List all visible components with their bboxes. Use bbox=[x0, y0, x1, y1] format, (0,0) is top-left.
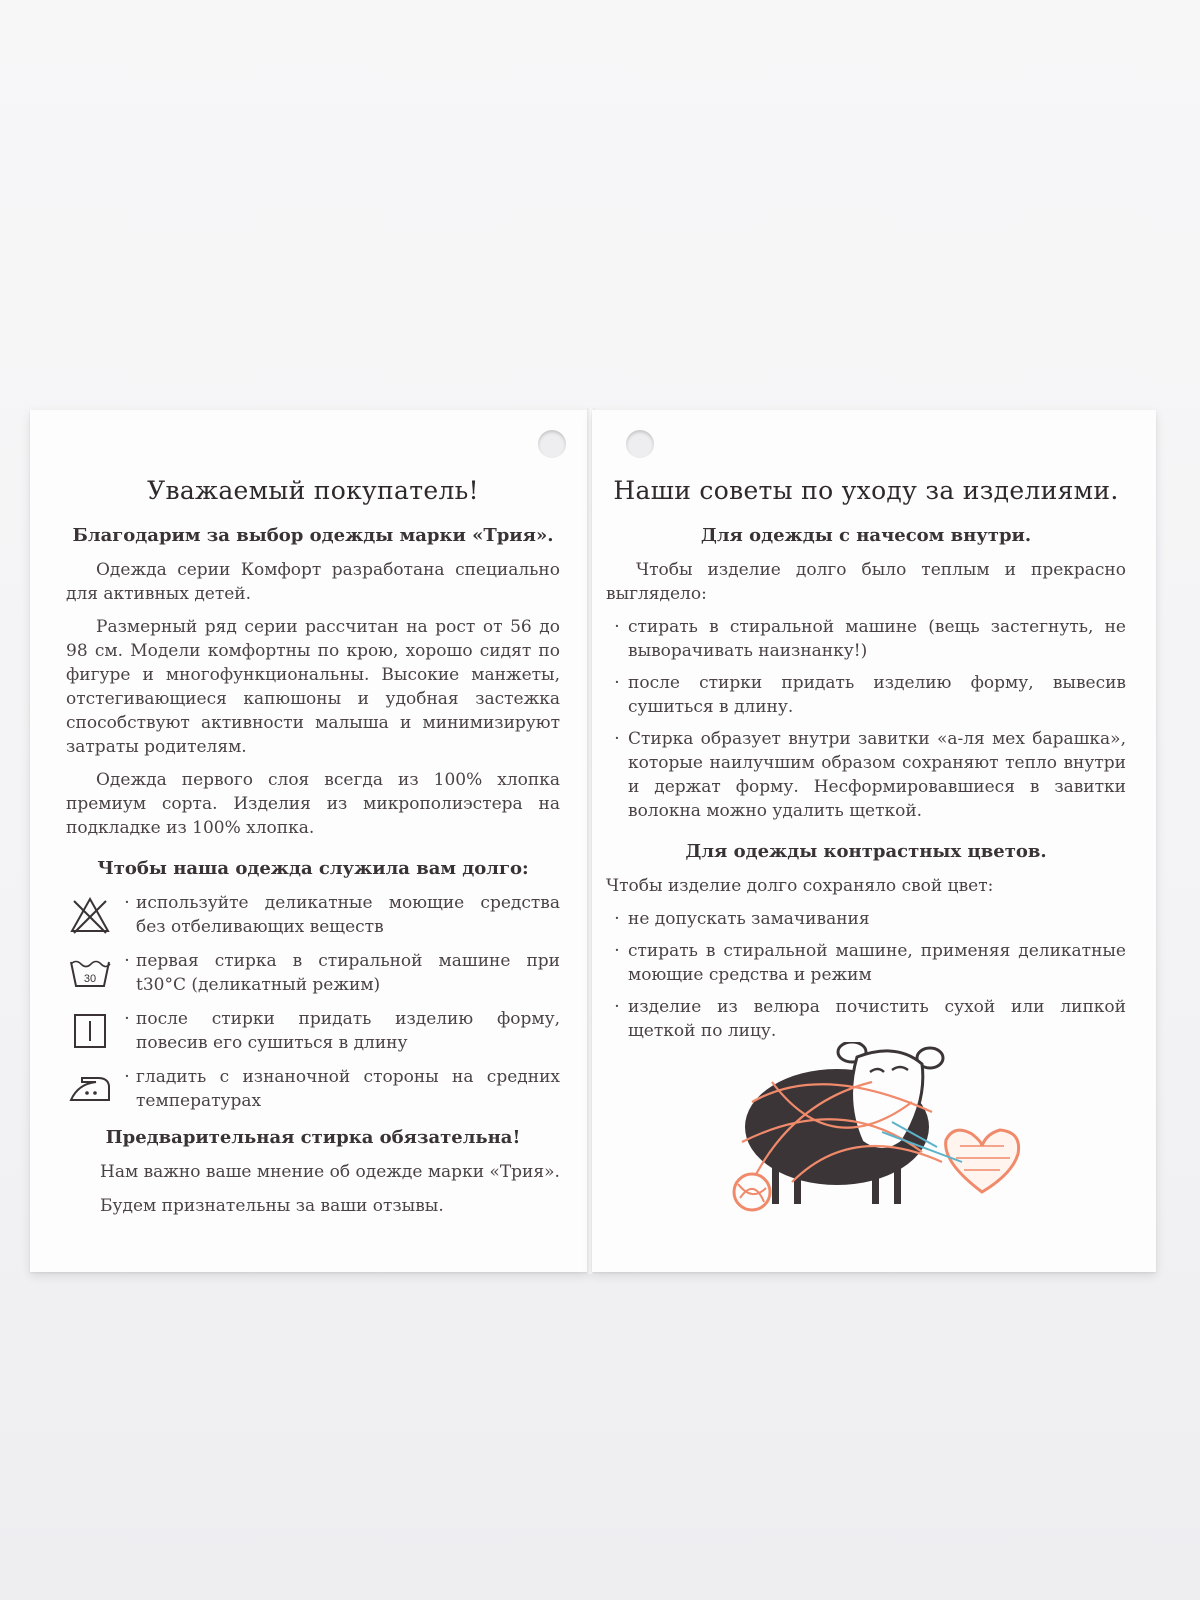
closing-line: Нам важно ваше мнение об одежде марки «Трия». bbox=[100, 1162, 560, 1182]
punch-hole bbox=[626, 430, 654, 458]
left-content bbox=[66, 476, 560, 1228]
card-left-panel bbox=[30, 410, 588, 1272]
fleece-intro: Чтобы изделие долго было теплым и прекрасно выглядело: bbox=[606, 560, 1126, 604]
list-text: стирать в стиральной машине (вещь застегнуть, не выворачивать наизнанку!) bbox=[628, 617, 1126, 661]
bullet-mark: · bbox=[614, 909, 620, 929]
bullet-mark: · bbox=[124, 1009, 130, 1029]
list-text: изделие из велюра почистить сухой или липкой щеткой по лицу. bbox=[628, 997, 1126, 1041]
wash-temp-label: 30 bbox=[83, 973, 97, 985]
care-item bbox=[66, 1007, 560, 1055]
bullet-mark: · bbox=[124, 893, 130, 913]
care-item bbox=[66, 891, 560, 939]
list-text: Стирка образует внутри завитки «а-ля мех барашка», которые наилучшим образом сохраняют тепло внутри и держат форму. Несформировавшиеся в завитки волокна можно удалить щеткой. bbox=[628, 729, 1126, 821]
list-item bbox=[606, 995, 1126, 1043]
greeting-title: Уважаемый покупатель! bbox=[147, 476, 479, 505]
fabric-paragraph: Одежда первого слоя всегда из 100% хлопка премиум сорта. Изделия из микрополиэстера на подкладке из 100% хлопка. bbox=[66, 770, 560, 838]
card-right-panel bbox=[592, 410, 1156, 1272]
line-dry-icon bbox=[66, 1007, 114, 1055]
bullet-mark: · bbox=[614, 729, 620, 749]
prewash-heading: Предварительная стирка обязательна! bbox=[105, 1127, 521, 1148]
punch-hole bbox=[538, 430, 566, 458]
list-item bbox=[606, 939, 1126, 987]
thanks-heading: Благодарим за выбор одежды марки «Трия». bbox=[72, 525, 554, 546]
bullet-mark: · bbox=[124, 1067, 130, 1087]
closing-line: Будем признательны за ваши отзывы. bbox=[100, 1196, 444, 1216]
contrast-heading: Для одежды контрастных цветов. bbox=[685, 841, 1047, 862]
care-text: после стирки придать изделию форму, повесив его сушиться в длину bbox=[136, 1009, 560, 1053]
list-text: стирать в стиральной машине, применяя деликатные моющие средства и режим bbox=[628, 941, 1126, 985]
size-paragraph: Размерный ряд серии рассчитан на рост от 56 до 98 см. Модели комфортны по крою, хорошо сидят по фигуре и многофункциональны. Высокие манжеты, отстегивающиеся капюшоны и удобная застежка способствуют активности малыша и минимизируют затраты родителям. bbox=[66, 617, 560, 757]
care-text: используйте деликатные моющие средства без отбеливающих веществ bbox=[136, 893, 560, 937]
list-item bbox=[606, 907, 1126, 931]
care-item bbox=[66, 949, 560, 997]
care-text: гладить с изнаночной стороны на средних температурах bbox=[136, 1067, 560, 1111]
list-text: не допускать замачивания bbox=[628, 909, 870, 929]
intro-paragraph: Одежда серии Комфорт разработана специально для активных детей. bbox=[66, 560, 560, 604]
bullet-mark: · bbox=[124, 951, 130, 971]
care-text: первая стирка в стиральной машине при t30°C (деликатный режим) bbox=[136, 951, 560, 995]
list-text: после стирки придать изделию форму, вывесив сушиться в длину. bbox=[628, 673, 1126, 717]
list-item bbox=[606, 615, 1126, 663]
contrast-intro: Чтобы изделие долго сохраняло свой цвет: bbox=[606, 876, 994, 896]
list-item bbox=[606, 727, 1126, 823]
bullet-mark: · bbox=[614, 673, 620, 693]
list-item bbox=[606, 671, 1126, 719]
iron-medium-icon bbox=[66, 1065, 114, 1113]
fleece-heading: Для одежды с начесом внутри. bbox=[700, 525, 1032, 546]
right-content bbox=[606, 476, 1126, 1051]
care-heading: Чтобы наша одежда служила вам долго: bbox=[97, 858, 529, 879]
care-item bbox=[66, 1065, 560, 1113]
care-tips-title: Наши советы по уходу за изделиями. bbox=[613, 476, 1119, 505]
bullet-mark: · bbox=[614, 997, 620, 1017]
bullet-mark: · bbox=[614, 617, 620, 637]
sheep-with-yarn-illustration bbox=[732, 1042, 1032, 1222]
no-bleach-icon bbox=[66, 891, 114, 939]
wash-30-icon bbox=[66, 949, 114, 997]
bullet-mark: · bbox=[614, 941, 620, 961]
